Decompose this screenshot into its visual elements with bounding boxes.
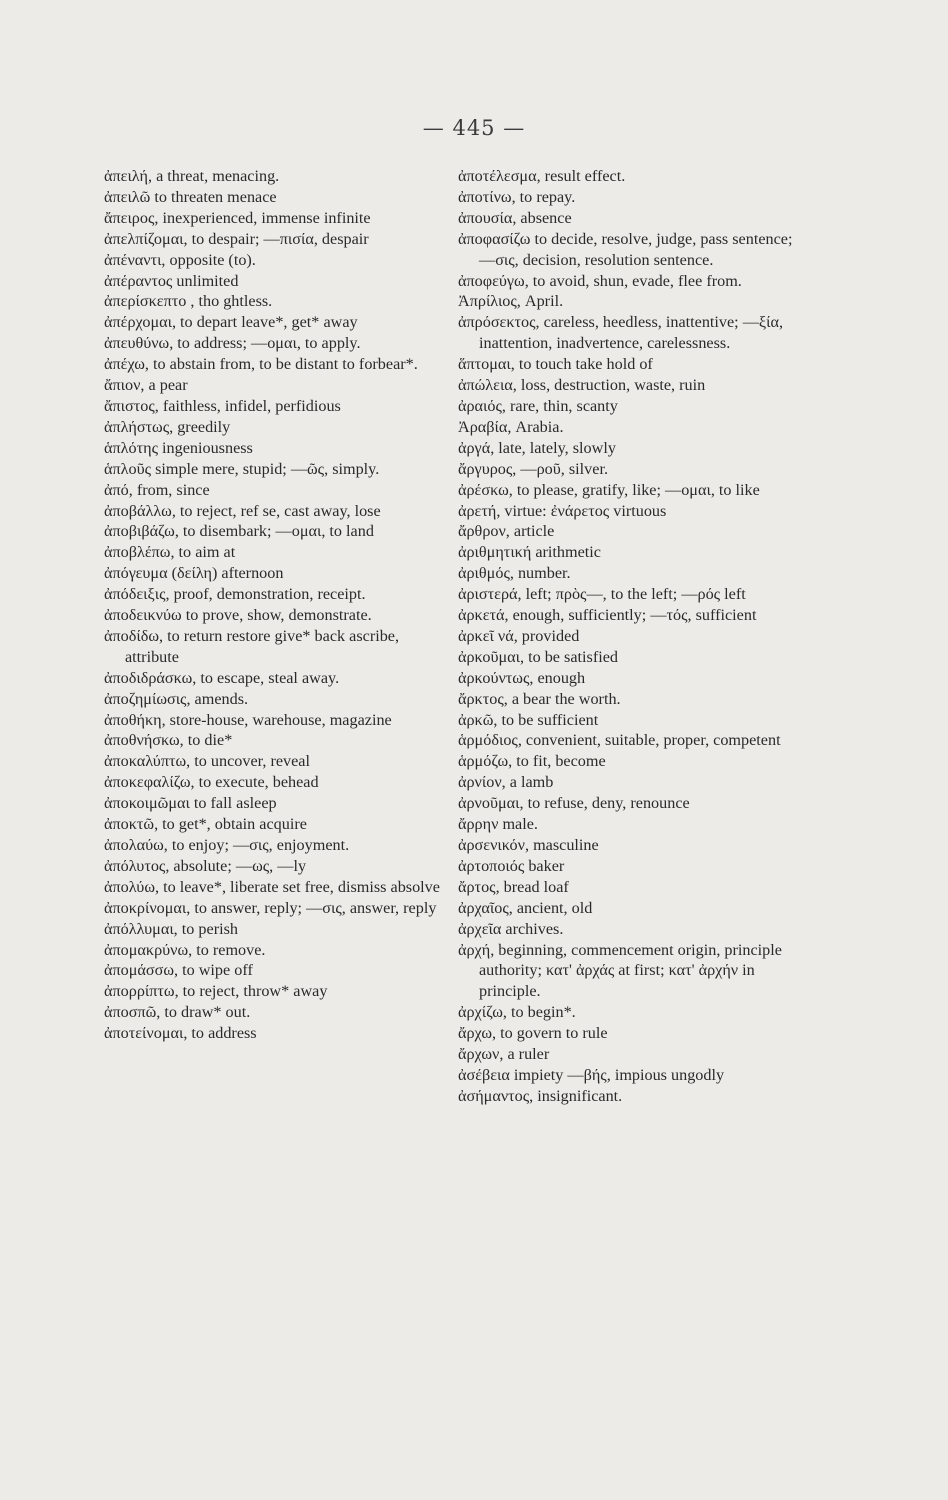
dictionary-entry: ἀποθνήσκω, to die* xyxy=(104,731,233,750)
dictionary-entry: Ἀπρίλιος, April. xyxy=(458,292,564,311)
dictionary-entry: ἀριστερά, left; πρὸς—, to the left; —ρός left xyxy=(458,585,746,604)
dictionary-entry: ἀπέχω, to abstain from, to be distant to forbear*. xyxy=(104,355,418,374)
left-column xyxy=(104,166,444,1044)
dictionary-entry: ἀραιός, rare, thin, scanty xyxy=(458,396,618,415)
dictionary-entry: ἀποδεικνύω to prove, show, demonstrate. xyxy=(104,606,372,625)
dictionary-entry: ἀσέβεια impiety —βής, impious ungodly xyxy=(458,1065,725,1084)
dictionary-entry: ἀπώλεια, loss, destruction, waste, ruin xyxy=(458,376,706,395)
dictionary-entry: ἀπό, from, since xyxy=(104,480,210,499)
dictionary-entry: ἀρκῶ, to be sufficient xyxy=(458,710,599,729)
dictionary-entry: ἁρμόζω, to fit, become xyxy=(458,752,606,771)
dictionary-entry: ἀριθμητική arithmetic xyxy=(458,543,601,562)
dictionary-entry: ἀρχή, beginning, commencement origin, principle authority; κατ' ἀρχάς at first; κατ' ἀρχήν in principle. xyxy=(458,940,782,1001)
dictionary-entry: ἀποζημίωσις, amends. xyxy=(104,689,249,708)
dictionary-entry: ἀπέραντος unlimited xyxy=(104,271,239,290)
dictionary-entry: ἀποφασίζω to decide, resolve, judge, pass sentence; —σις, decision, resolution sentence. xyxy=(458,229,793,269)
dictionary-entry: ἀπελπίζομαι, to despair; —πισία, despair xyxy=(104,229,369,248)
dictionary-entry: ἁπλοῦς simple mere, stupid; —ῶς, simply. xyxy=(104,459,380,478)
dictionary-entry: ἀρέσκω, to please, gratify, like; —ομαι, to like xyxy=(458,480,760,499)
dictionary-entry: ἀπέναντι, opposite (to). xyxy=(104,250,256,269)
dictionary-entry: ἀπουσία, absence xyxy=(458,208,572,227)
dictionary-entry: ἀπολύω, to leave*, liberate set free, dismiss absolve xyxy=(104,877,440,896)
dictionary-entry: ἀπομακρύνω, to remove. xyxy=(104,940,266,959)
dictionary-entry: ἄργυρος, —ροῦ, silver. xyxy=(458,459,608,478)
dictionary-entry: ἀπόλυτος, absolute; —ως, —ly xyxy=(104,856,307,875)
dictionary-entry: ἄρθρον, article xyxy=(458,522,555,541)
dictionary-entry: ἀποφεύγω, to avoid, shun, evade, flee from. xyxy=(458,271,742,290)
dictionary-entry: ἀπορρίπτω, to reject, throw* away xyxy=(104,982,328,1001)
dictionary-entry: ἀποκρίνομαι, to answer, reply; —σις, answer, reply xyxy=(104,898,437,917)
dictionary-entry: ἀποδιδράσκω, to escape, steal away. xyxy=(104,668,340,687)
dictionary-entry: ἀρχαῖος, ancient, old xyxy=(458,898,593,917)
dictionary-entry: ἀπολαύω, to enjoy; —σις, enjoyment. xyxy=(104,836,350,854)
dictionary-entry: ἁρμόδιος, convenient, suitable, proper, competent xyxy=(458,731,781,750)
dictionary-entry: ἀποτίνω, to repay. xyxy=(458,187,576,206)
dictionary-entry: ἀσήμαντος, insignificant. xyxy=(458,1086,623,1105)
dictionary-entry: ἀργά, late, lately, slowly xyxy=(458,438,616,457)
dictionary-entry: ἀπόγευμα (δείλη) afternoon xyxy=(104,564,284,583)
dictionary-entry: ἄρρην male. xyxy=(458,815,538,834)
dictionary-entry: ἀποκοιμῶμαι to fall asleep xyxy=(104,794,277,813)
dictionary-entry: ἀποτείνομαι, to address xyxy=(104,1024,257,1043)
right-column xyxy=(458,166,798,1107)
dictionary-entry: ἀρκετά, enough, sufficiently; —τός, sufficient xyxy=(458,606,757,625)
dictionary-entry: ἀπειλῶ to threaten menace xyxy=(104,187,277,206)
dictionary-entry: ἀποβλέπω, to aim at xyxy=(104,543,236,562)
dictionary-entry: ἀπόδειξις, proof, demonstration, receipt. xyxy=(104,585,366,604)
dictionary-entry: ἀπρόσεκτος, careless, heedless, inattentive; —ξία, inattention, inadvertence, carelessness. xyxy=(458,313,784,353)
dictionary-entry: ἄπειρος, inexperienced, immense infinite xyxy=(104,208,371,227)
dictionary-entry: ἀπόλλυμαι, to perish xyxy=(104,919,238,938)
dictionary-entry: ἀπερίσκεπτο , tho ghtless. xyxy=(104,292,273,311)
dictionary-entry: ἀρκεῖ νά, provided xyxy=(458,626,580,645)
dictionary-entry: ἀπέρχομαι, to depart leave*, get* away xyxy=(104,313,358,332)
dictionary-entry: ἀπευθύνω, to address; —ομαι, to apply. xyxy=(104,334,361,353)
dictionary-entry: ἄρχω, to govern to rule xyxy=(458,1024,608,1043)
dictionary-entry: ἀπειλή, a threat, menacing. xyxy=(104,167,280,185)
dictionary-entry: ἀποβιβάζω, to disembark; —ομαι, to land xyxy=(104,522,374,541)
dictionary-entry: ἁπλότης ingeniousness xyxy=(104,438,253,457)
dictionary-entry: ἀπομάσσω, to wipe off xyxy=(104,961,253,980)
dictionary-entry: ἀρνίον, a lamb xyxy=(458,773,554,792)
dictionary-entry: ἀποτέλεσμα, result effect. xyxy=(458,167,626,185)
dictionary-entry: ἄπιον, a pear xyxy=(104,376,188,395)
dictionary-entry: ἀρτοποιός baker xyxy=(458,856,565,875)
dictionary-entry: ἀρετή, virtue: ἐνάρετος virtuous xyxy=(458,501,667,520)
page-number: — 445 — xyxy=(422,116,526,140)
dictionary-entry: ἀποσπῶ, to draw* out. xyxy=(104,1003,251,1022)
dictionary-entry: ἀποκαλύπτω, to uncover, reveal xyxy=(104,752,310,771)
dictionary-entry: ἀποκεφαλίζω, to execute, behead xyxy=(104,773,319,792)
dictionary-entry: ἀποδίδω, to return restore give* back ascribe, attribute xyxy=(104,626,400,666)
dictionary-entry: ἀρκούντως, enough xyxy=(458,668,586,687)
dictionary-entry: ἀρνοῦμαι, to refuse, deny, renounce xyxy=(458,794,690,813)
dictionary-entry: ἄρχων, a ruler xyxy=(458,1045,550,1064)
dictionary-entry: ἀρκοῦμαι, to be satisfied xyxy=(458,647,618,666)
dictionary-entry: ἀπλήστως, greedily xyxy=(104,417,231,436)
dictionary-entry: ἀποβάλλω, to reject, ref se, cast away, lose xyxy=(104,501,381,520)
dictionary-entry: ἄπιστος, faithless, infidel, perfidious xyxy=(104,396,341,415)
dictionary-entry: ἄρτος, bread loaf xyxy=(458,877,569,896)
dictionary-entry: Ἀραβία, Arabia. xyxy=(458,417,564,436)
dictionary-entry: ἅπτομαι, to touch take hold of xyxy=(458,355,653,374)
dictionary-entry: ἀποκτῶ, to get*, obtain acquire xyxy=(104,815,307,834)
dictionary-entry: ἀρσενικόν, masculine xyxy=(458,836,599,854)
dictionary-entry: ἀρχίζω, to begin*. xyxy=(458,1003,576,1022)
dictionary-entry: ἀποθήκη, store-house, warehouse, magazine xyxy=(104,710,392,729)
dictionary-entry: ἀρχεῖα archives. xyxy=(458,919,564,938)
dictionary-entry: ἀριθμός, number. xyxy=(458,564,571,583)
dictionary-entry: ἄρκτος, a bear the worth. xyxy=(458,689,621,708)
